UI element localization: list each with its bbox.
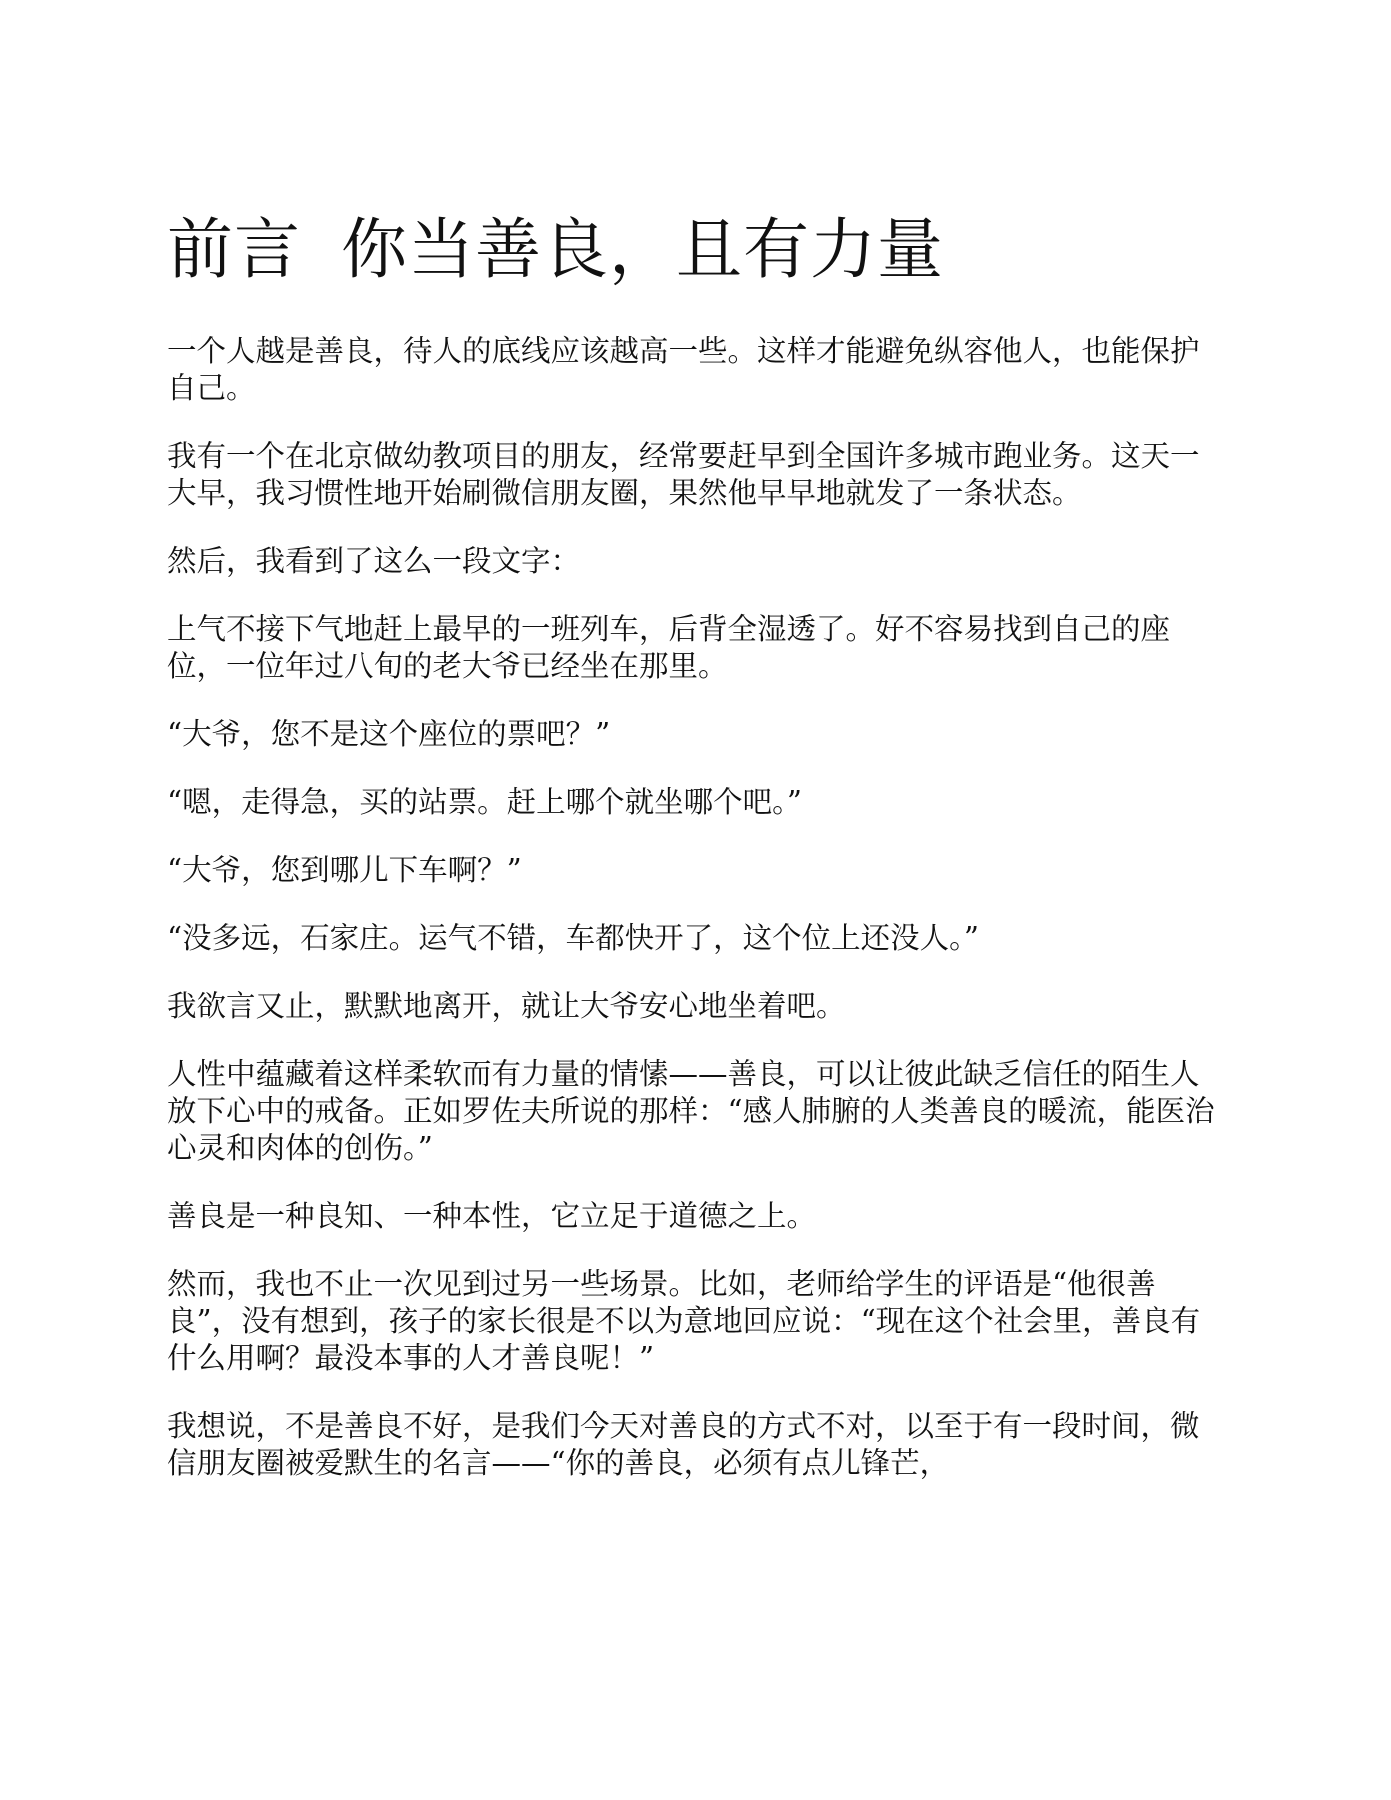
paragraph: 善良是一种良知、一种本性，它立足于道德之上。 [167,1199,817,1233]
dialogue-line: “没多远，石家庄。运气不错，车都快开了，这个位上还没人。” [167,921,979,955]
dialogue-line: “大爷，您到哪儿下车啊？” [167,853,522,887]
paragraph: 我想说，不是善良不好，是我们今天对善良的方式不对，以至于有一段时间，微信朋友圈被爱默生的名言——“你的善良，必须有点儿锋芒， [167,1409,1200,1480]
chapter-label: 前言 [167,211,301,288]
paragraph: 我欲言又止，默默地离开，就让大爷安心地坐着吧。 [167,989,846,1023]
dialogue-line: “嗯，走得急，买的站票。赶上哪个就坐哪个吧。” [167,785,802,819]
dialogue-line: “大爷，您不是这个座位的票吧？” [167,717,611,751]
paragraph: 然而，我也不止一次见到过另一些场景。比如，老师给学生的评语是“他很善良”，没有想到，孩子的家长很是不以为意地回应说：“现在这个社会里，善良有什么用啊？最没本事的人才善良呢！” [167,1267,1201,1375]
body-text [167,333,1227,1513]
paragraph: 我有一个在北京做幼教项目的朋友，经常要赶早到全国许多城市跑业务。这天一大早，我习惯性地开始刷微信朋友圈，果然他早早地就发了一条状态。 [167,439,1200,510]
paragraph: 然后，我看到了这么一段文字： [167,544,581,578]
chapter-title-text: 你当善良，且有力量 [341,211,944,288]
chapter-title [167,210,944,290]
paragraph: 上气不接下气地赶上最早的一班列车，后背全湿透了。好不容易找到自己的座位，一位年过八旬的老大爷已经坐在那里。 [167,612,1171,683]
paragraph: 一个人越是善良，待人的底线应该越高一些。这样才能避免纵容他人，也能保护自己。 [167,334,1200,405]
paragraph: 人性中蕴藏着这样柔软而有力量的情愫——善良，可以让彼此缺乏信任的陌生人放下心中的戒备。正如罗佐夫所说的那样：“感人肺腑的人类善良的暖流，能医治心灵和肉体的创伤。” [167,1057,1215,1165]
